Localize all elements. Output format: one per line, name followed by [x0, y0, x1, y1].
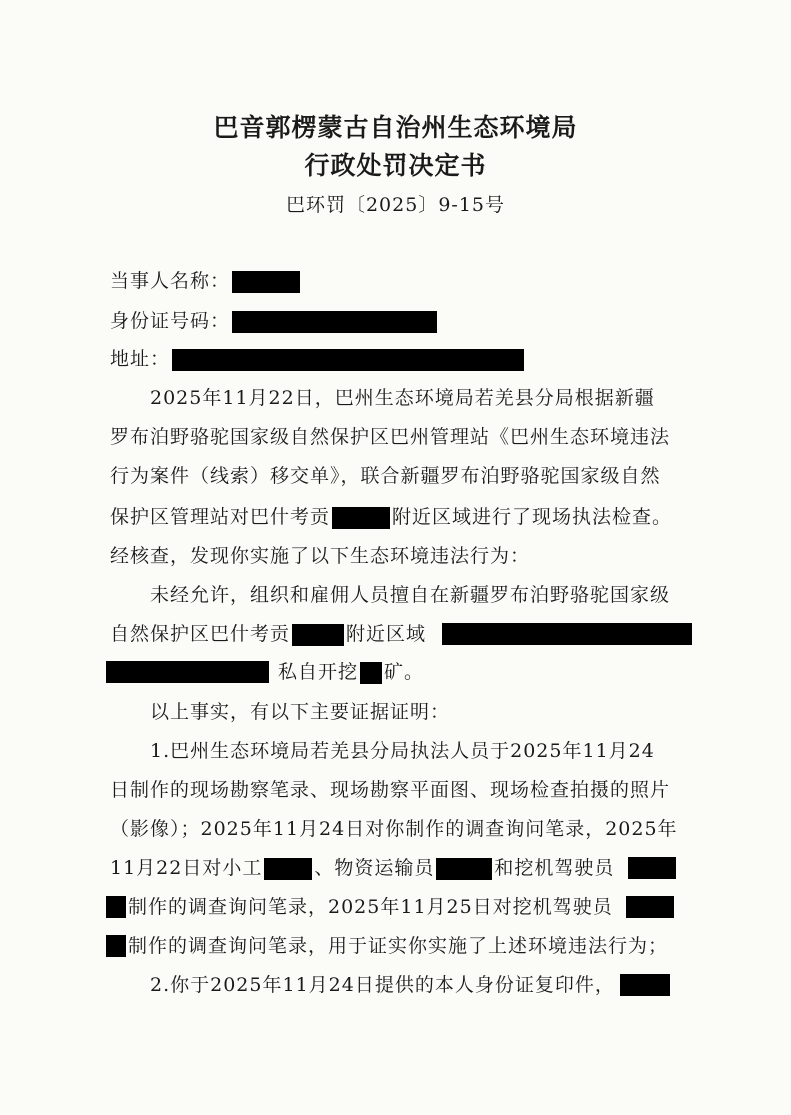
para3: 以上事实，有以下主要证据证明：	[150, 701, 451, 723]
redaction-block	[620, 974, 670, 996]
evidence1-line4-text-c: 和挖机驾驶员	[494, 857, 615, 879]
para1-line4	[110, 502, 672, 532]
para1-line5: 经核查，发现你实施了以下生态环境违法行为：	[110, 545, 531, 567]
para2-line3-text-b: 矿。	[384, 661, 425, 683]
redaction-block	[628, 857, 676, 879]
doc-number: 巴环罚〔2025〕9-15号	[285, 194, 506, 216]
para1-line4-text-a: 保护区管理站对巴什考贡	[110, 506, 331, 528]
para1-line4-text-b: 附近区域进行了现场执法检查。	[392, 506, 673, 528]
para2-line3	[278, 657, 424, 687]
party-name-label: 当事人名称：	[110, 270, 231, 292]
para2-line2	[110, 619, 426, 649]
redaction-block	[264, 858, 312, 880]
para1-line2: 罗布泊野骆驼国家级自然保护区巴州管理站《巴州生态环境违法	[110, 426, 671, 448]
evidence1-line3: （影像）；2025年11月24日对你制作的调查询问笔录，2025年	[110, 818, 678, 840]
para1-line1: 2025年11月22日，巴州生态环境局若羌县分局根据新疆	[150, 387, 655, 409]
party-address-line	[110, 344, 526, 374]
redaction-block	[292, 624, 344, 646]
party-id-line	[110, 306, 439, 336]
redaction-block	[232, 311, 437, 333]
redaction-block	[172, 349, 524, 371]
evidence1-line1: 1.巴州生态环境局若羌县分局执法人员于2025年11月24	[150, 740, 655, 762]
redaction-block	[360, 662, 382, 684]
para1-line3: 行为案件（线索）移交单》，联合新疆罗布泊野骆驼国家级自然	[110, 465, 661, 487]
redaction-block	[442, 623, 692, 645]
redaction-block	[332, 507, 390, 529]
para2-line2-text-b: 附近区域	[346, 623, 427, 645]
para2-line1: 未经允许，组织和雇佣人员擅自在新疆罗布泊野骆驼国家级	[150, 584, 671, 606]
party-name-line	[110, 266, 302, 296]
para2-line2-text-a: 自然保护区巴什考贡	[110, 623, 291, 645]
evidence1-line6: 制作的调查询问笔录，用于证实你实施了上述环境违法行为；	[128, 935, 669, 957]
party-id-label: 身份证号码：	[110, 310, 231, 332]
evidence1-line4-text-b: 、物资运输员	[314, 857, 435, 879]
evidence2-line1: 2.你于2025年11月24日提供的本人身份证复印件，	[150, 974, 615, 996]
evidence1-line5: 制作的调查询问笔录，2025年11月25日对挖机驾驶员	[128, 896, 613, 918]
party-address-label: 地址：	[110, 348, 171, 370]
redaction-block	[436, 858, 492, 880]
evidence1-line2: 日制作的现场勘察笔录、现场勘察平面图、现场检查拍摄的照片	[110, 779, 671, 801]
doc-title-line2: 行政处罚决定书	[304, 151, 487, 180]
redaction-block	[232, 271, 300, 293]
redaction-block	[106, 935, 126, 957]
evidence1-line4-text-a: 11月22日对小工	[110, 857, 263, 879]
evidence1-line4	[110, 853, 614, 883]
doc-title-line1: 巴音郭楞蒙古自治州生态环境局	[213, 113, 578, 142]
redaction-block	[626, 896, 674, 918]
redaction-block	[106, 896, 126, 918]
para2-line3-text-a: 私自开挖	[278, 661, 359, 683]
redaction-block	[106, 661, 269, 683]
